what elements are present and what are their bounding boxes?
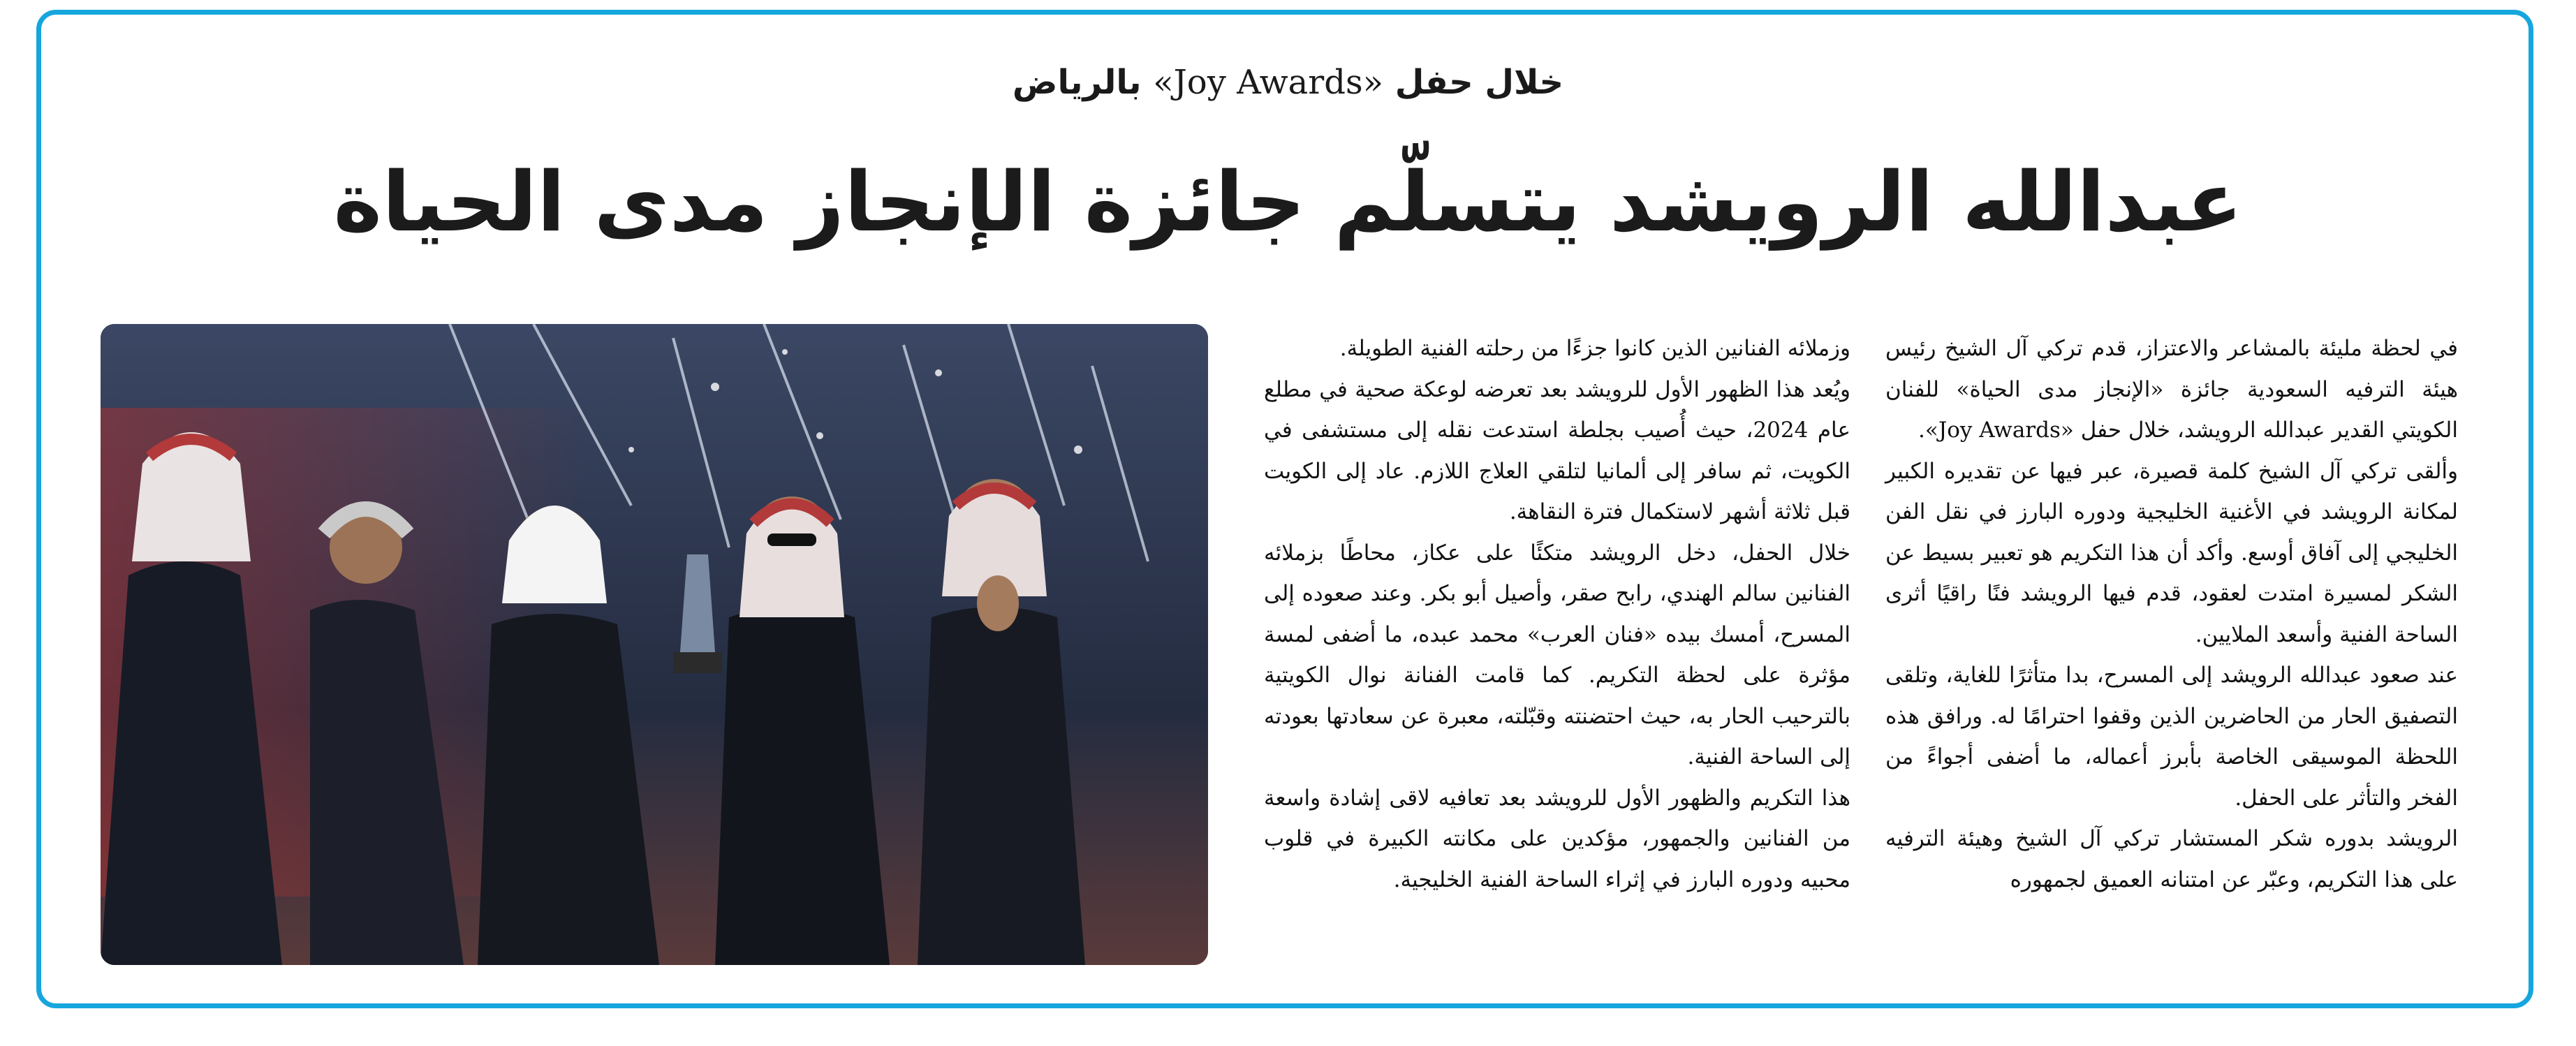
article-column-right xyxy=(1885,328,2458,900)
photo-illustration xyxy=(101,324,1208,965)
article-column-middle xyxy=(1264,328,1850,900)
paragraph: عند صعود عبدالله الرويشد إلى المسرح، بدا متأثرًا للغاية، وتلقى التصفيق الحار من الحاضرين الذين وقفوا احترامًا له. ورافق هذه اللحظة الموسيقى الخاصة بأبرز أعماله، ما أضفى أجواءً من الفخر والتأثر على الحفل. xyxy=(1885,663,2458,811)
paragraph: هذا التكريم والظهور الأول للرويشد بعد تعافيه لاقى إشادة واسعة من الفنانين والجمهور، مؤكدين على مكانته الكبيرة في قلوب محبيه ودوره البارز في إثراء الساحة الفنية الخليجية. xyxy=(1264,785,1850,892)
paragraph: وألقى تركي آل الشيخ كلمة قصيرة، عبر فيها عن تقديره الكبير لمكانة الرويشد في الأغنية الخليجية ودوره البارز في نقل الفن الخليجي إلى آفاق أوسع. وأكد أن هذا التكريم هو تعبير بسيط عن الشكر لمسيرة امتدت لعقود، قدم فيها الرويشد فنًا راقيًا أثرى الساحة الفنية وأسعد الملايين. xyxy=(1885,458,2458,647)
paragraph: خلال الحفل، دخل الرويشد متكئًا على عكاز، محاطًا بزملائه الفنانين سالم الهندي، رابح صقر، وأصيل أبو بكر. وعند صعوده إلى المسرح، أمسك بيده «فنان العرب» محمد عبده، ما أضفى لمسة مؤثرة على لحظة التكريم. كما قامت الفنانة نوال الكويتية بالترحيب الحار به، حيث احتضنته وقبّلته، معبرة عن سعادتها بعودته إلى الساحة الفنية. xyxy=(1264,540,1850,769)
article-kicker xyxy=(0,63,2576,102)
article-headline: عبدالله الرويشد يتسلّم جائزة الإنجاز مدى الحياة xyxy=(333,154,2243,250)
paragraph: وزملائه الفنانين الذين كانوا جزءًا من رحلته الفنية الطويلة. xyxy=(1339,336,1850,361)
paragraph: في لحظة مليئة بالمشاعر والاعتزاز، قدم تركي آل الشيخ رئيس هيئة الترفيه السعودية جائزة «الإنجاز مدى الحياة» للفنان الكويتي القدير عبدالله الرويشد، خلال حفل «Joy Awards». xyxy=(1885,336,2458,443)
kicker-prefix: خلال حفل xyxy=(1394,63,1564,102)
paragraph: الرويشد بدوره شكر المستشار تركي آل الشيخ وهيئة الترفيه على هذا التكريم، وعبّر عن امتنانه العميق لجمهوره xyxy=(1885,826,2458,892)
paragraph: ويُعد هذا الظهور الأول للرويشد بعد تعرضه لوعكة صحية في مطلع عام 2024، حيث أُصيب بجلطة استدعت نقله إلى مستشفى في الكويت، ثم سافر إلى ألمانيا لتلقي العلاج اللازم. عاد إلى الكويت قبل ثلاثة أشهر لاستكمال فترة النقاهة. xyxy=(1264,376,1850,524)
kicker-event: «Joy Awards» xyxy=(1153,63,1383,102)
award-ceremony-photo xyxy=(101,324,1208,965)
kicker-suffix: بالرياض xyxy=(1012,63,1142,102)
